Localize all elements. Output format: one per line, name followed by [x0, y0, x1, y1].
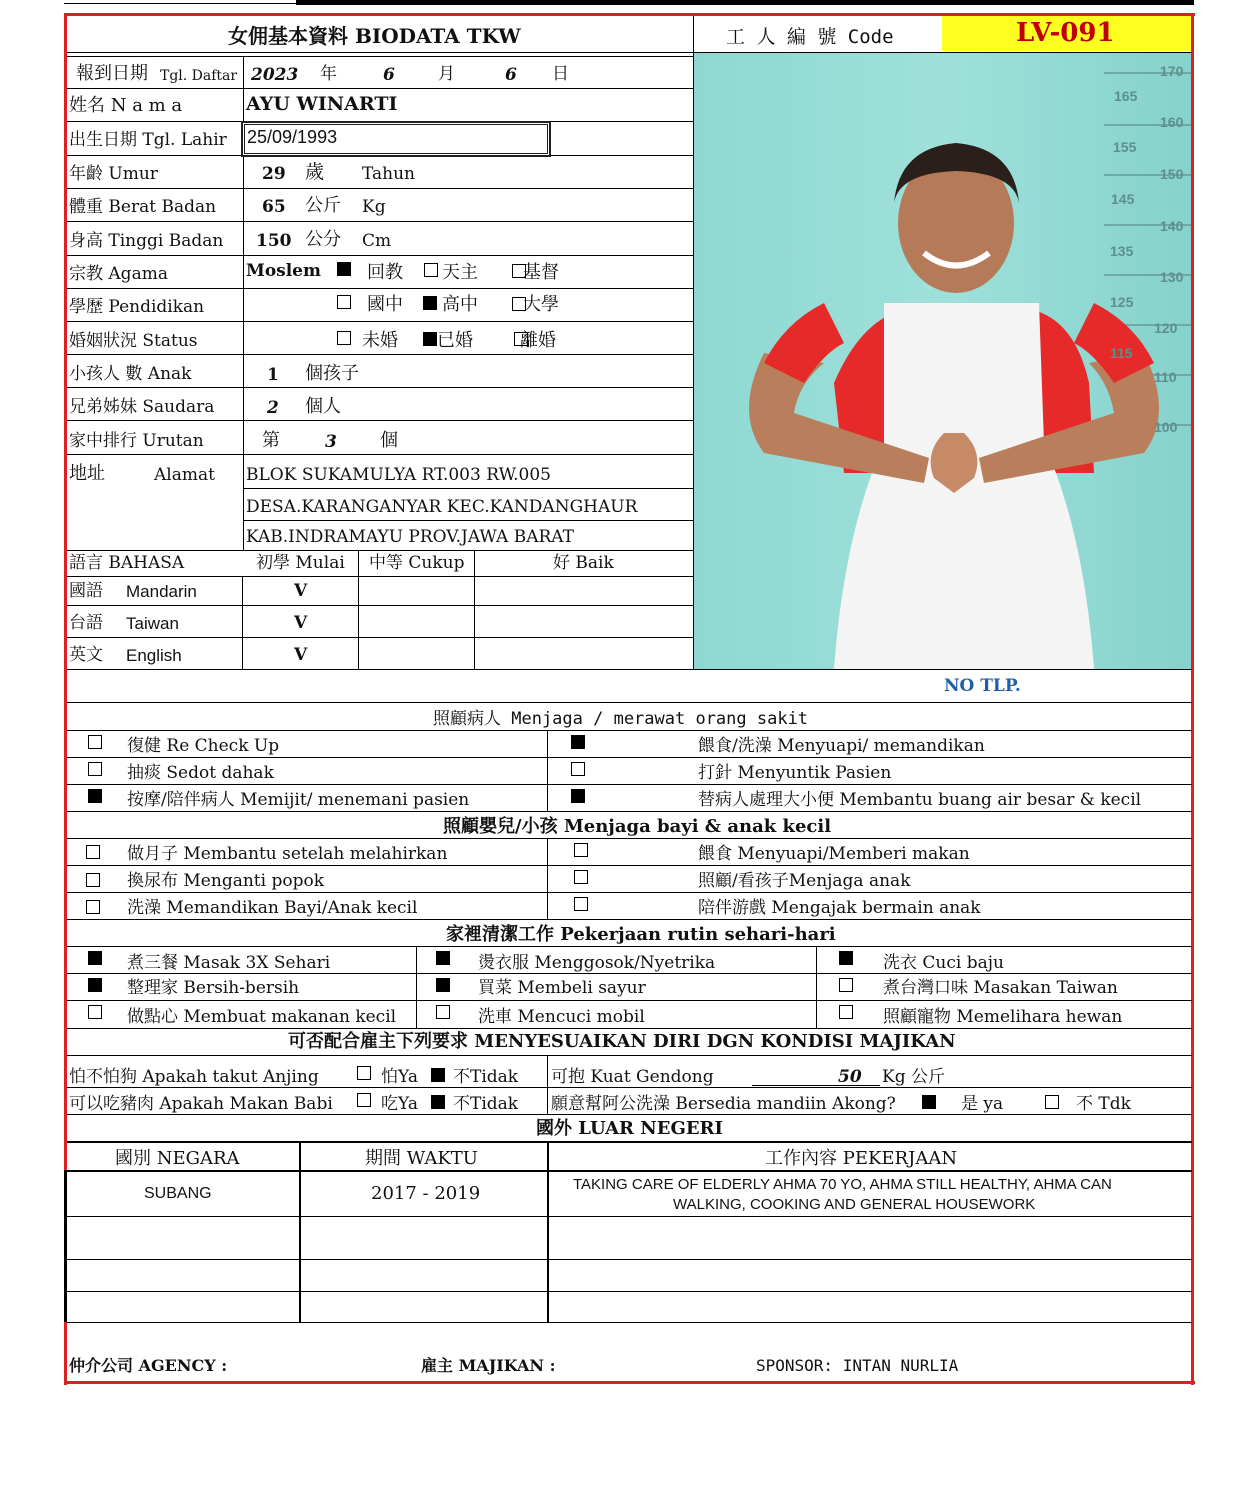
sick-check-6[interactable]	[571, 789, 585, 803]
reg-month: 6	[383, 65, 395, 85]
reg-date-label: 報到日期	[76, 63, 148, 84]
language-label: 語言 BAHASA	[69, 553, 185, 573]
name-label: 姓名 N a m a	[69, 95, 183, 116]
scale-mark-170: 170	[1160, 63, 1184, 79]
address-label: 地址	[69, 463, 105, 484]
children-unit: 個孩子	[305, 363, 359, 384]
house-item-9: 照顧寵物 Memelihara hewan	[883, 1007, 1123, 1027]
code-label: 工 人 編 號 Code	[726, 26, 894, 48]
baby-title: 照顧嬰兒/小孩 Menjaga bayi & anak kecil	[443, 816, 832, 837]
scale-mark-145: 145	[1111, 191, 1135, 207]
baby-item-6: 陪伴游戲 Mengajak bermain anak	[698, 898, 981, 918]
religion-opt-2: 天主	[442, 262, 478, 283]
dog-label: 怕不怕狗 Apakah takut Anjing	[69, 1067, 319, 1087]
religion-opt-3: 基督	[523, 262, 559, 283]
house-item-6: 洗車 Mencuci mobil	[478, 1007, 645, 1027]
height-label: 身高 Tinggi Badan	[69, 231, 224, 251]
lang-row-2-mark: V	[294, 613, 308, 633]
lift-label: 可抱 Kuat Gendong	[551, 1067, 714, 1087]
lang-row-1-en: Mandarin	[126, 582, 197, 601]
baby-check-4[interactable]	[574, 843, 588, 857]
language-col-3: 好 Baik	[553, 553, 614, 573]
worker-code: LV-091	[1016, 18, 1115, 48]
age-value: 29	[262, 164, 286, 184]
status-opt-2: 已婚	[437, 330, 473, 351]
lang-row-3-mark: V	[294, 645, 308, 665]
order-unit: 個	[380, 430, 398, 451]
adapt-title: 可否配合雇主下列要求 MENYESUAIKAN DIRI DGN KONDISI MAJIKAN	[288, 1031, 956, 1052]
worker-photo	[694, 53, 1191, 669]
worker-name: AYU WINARTI	[246, 93, 398, 115]
scale-mark-160: 160	[1160, 114, 1184, 130]
lang-row-2-en: Taiwan	[126, 614, 179, 633]
status-opt-3: 離婚	[520, 330, 556, 351]
address-line-1: BLOK SUKAMULYA RT.003 RW.005	[246, 465, 551, 485]
religion-value: Moslem	[246, 261, 321, 281]
siblings-value: 2	[267, 398, 279, 418]
address-line-2: DESA.KARANGANYAR KEC.KANDANGHAUR	[246, 497, 638, 517]
pork-yes: 吃Ya	[381, 1094, 419, 1114]
status-opt-1: 未婚	[362, 330, 398, 351]
lang-row-3-en: English	[126, 646, 182, 665]
status-check-2[interactable]	[423, 332, 437, 346]
abroad-col-period: 期間 WAKTU	[365, 1148, 478, 1169]
reg-date-sublabel: Tgl. Daftar	[160, 68, 238, 84]
footer-majikan: 雇主 MAJIKAN :	[421, 1356, 556, 1375]
edu-opt-3: 大學	[523, 294, 559, 315]
dog-no-check[interactable]	[431, 1068, 445, 1082]
scale-mark-110: 110	[1154, 369, 1177, 385]
house-check-4[interactable]	[436, 951, 450, 965]
abroad-col-country: 國別 NEGARA	[115, 1148, 240, 1169]
edu-check-1[interactable]	[337, 295, 351, 309]
baby-check-1[interactable]	[86, 845, 100, 859]
house-check-5[interactable]	[436, 978, 450, 992]
children-label: 小孩人 數 Anak	[69, 364, 192, 384]
reg-day-unit: 日	[552, 64, 569, 84]
lang-row-1-mark: V	[294, 581, 308, 601]
house-check-2[interactable]	[88, 978, 102, 992]
dog-yes: 怕Ya	[381, 1067, 419, 1087]
pork-no-check[interactable]	[431, 1095, 445, 1109]
order-value: 3	[325, 432, 337, 452]
address-label-id: Alamat	[154, 465, 215, 485]
pork-label: 可以吃豬肉 Apakah Makan Babi	[69, 1094, 333, 1114]
baby-item-4: 餵食 Menyuapi/Memberi makan	[698, 844, 970, 864]
baby-item-1: 做月子 Membantu setelah melahirkan	[127, 844, 448, 864]
dob-label: 出生日期 Tgl. Lahir	[69, 130, 227, 150]
lang-row-3-zh: 英文	[69, 645, 103, 665]
phone-label: NO TLP.	[944, 676, 1021, 696]
scale-mark-165: 165	[1114, 88, 1138, 104]
weight-label: 體重 Berat Badan	[69, 197, 217, 217]
house-title: 家裡清潔工作 Pekerjaan rutin sehari-hari	[446, 924, 836, 945]
age-unit: 歲	[305, 161, 325, 183]
lift-unit: Kg 公斤	[882, 1067, 945, 1087]
language-col-2: 中等 Cukup	[369, 553, 465, 573]
dog-no: 不Tidak	[453, 1067, 519, 1087]
scale-mark-115: 115	[1110, 345, 1133, 361]
scale-mark-155: 155	[1113, 139, 1137, 155]
children-value: 1	[267, 365, 279, 385]
house-item-5: 買菜 Membeli sayur	[478, 978, 646, 998]
baby-check-3[interactable]	[86, 900, 100, 914]
religion-check-1[interactable]	[337, 262, 351, 276]
house-item-7: 洗衣 Cuci baju	[883, 953, 1004, 973]
baby-item-5: 照顧/看孩子Menjaga anak	[698, 871, 911, 891]
abroad-job-1b: WALKING, COOKING AND GENERAL HOUSEWORK	[673, 1196, 1036, 1213]
pork-yes-check[interactable]	[357, 1093, 371, 1107]
akong-no: 不 Tdk	[1076, 1094, 1131, 1114]
scale-mark-120: 120	[1154, 320, 1178, 336]
sick-check-2[interactable]	[88, 762, 102, 776]
order-label: 家中排行 Urutan	[69, 431, 204, 451]
sick-item-5: 打針 Menyuntik Pasien	[698, 763, 892, 783]
akong-yes: 是 ya	[961, 1094, 1004, 1114]
house-item-8: 煮台灣口味 Masakan Taiwan	[883, 978, 1118, 998]
pork-no: 不Tidak	[453, 1094, 519, 1114]
status-label: 婚姻狀況 Status	[69, 331, 198, 351]
lang-row-1-zh: 國語	[69, 581, 103, 601]
edu-check-2[interactable]	[423, 296, 437, 310]
abroad-col-job: 工作內容 PEKERJAAN	[765, 1148, 958, 1169]
siblings-label: 兄弟姊妹 Saudara	[69, 397, 215, 417]
house-check-6[interactable]	[436, 1005, 450, 1019]
religion-check-2[interactable]	[424, 263, 438, 277]
order-prefix: 第	[262, 430, 280, 451]
house-check-1[interactable]	[88, 951, 102, 965]
language-col-1: 初學 Mulai	[256, 553, 345, 573]
house-check-8[interactable]	[839, 978, 853, 992]
akong-label: 願意幫阿公洗澡 Bersedia mandiin Akong?	[551, 1094, 896, 1114]
sick-check-4[interactable]	[571, 735, 585, 749]
reg-month-unit: 月	[438, 64, 455, 84]
baby-check-5[interactable]	[574, 870, 588, 884]
sick-item-4: 餵食/洗澡 Menyuapi/ memandikan	[698, 736, 985, 756]
reg-day: 6	[505, 65, 517, 85]
abroad-period-1: 2017 - 2019	[371, 1183, 481, 1204]
house-check-9[interactable]	[839, 1005, 853, 1019]
dog-yes-check[interactable]	[357, 1066, 371, 1080]
religion-opt-1: 回教	[367, 262, 403, 283]
house-item-3: 做點心 Membuat makanan kecil	[127, 1007, 397, 1027]
reg-year: 2023	[251, 65, 299, 85]
scale-mark-140: 140	[1160, 218, 1184, 234]
baby-item-3: 洗澡 Memandikan Bayi/Anak kecil	[127, 898, 418, 918]
weight-unit-id: Kg	[362, 197, 386, 217]
sick-check-3[interactable]	[88, 789, 102, 803]
baby-check-6[interactable]	[574, 897, 588, 911]
baby-item-2: 換尿布 Menganti popok	[127, 871, 324, 891]
dob-value: 25/09/1993	[247, 127, 338, 147]
sick-item-6: 替病人處理大小便 Membantu buang air besar & kecil	[698, 790, 1142, 810]
lang-row-2-zh: 台語	[69, 613, 103, 633]
house-item-2: 整理家 Bersih-bersih	[127, 978, 300, 998]
sick-item-1: 復健 Re Check Up	[127, 736, 280, 756]
scale-mark-150: 150	[1160, 166, 1184, 182]
age-unit-id: Tahun	[362, 164, 416, 184]
baby-check-2[interactable]	[86, 873, 100, 887]
akong-yes-check[interactable]	[922, 1095, 936, 1109]
abroad-country-1: SUBANG	[144, 1185, 212, 1202]
weight-unit: 公斤	[305, 195, 341, 216]
edu-label: 學歷 Pendidikan	[69, 297, 205, 317]
status-check-1[interactable]	[337, 331, 351, 345]
sick-check-5[interactable]	[571, 762, 585, 776]
height-value: 150	[256, 231, 292, 251]
akong-no-check[interactable]	[1045, 1095, 1059, 1109]
sick-check-1[interactable]	[88, 735, 102, 749]
scale-mark-125: 125	[1110, 294, 1134, 310]
age-label: 年齡 Umur	[69, 164, 158, 184]
house-check-3[interactable]	[88, 1005, 102, 1019]
footer-sponsor: SPONSOR: INTAN NURLIA	[756, 1356, 959, 1375]
scale-mark-100: 100	[1154, 419, 1178, 435]
edu-opt-1: 國中	[367, 294, 403, 315]
sick-item-2: 抽痰 Sedot dahak	[127, 763, 274, 783]
address-line-3: KAB.INDRAMAYU PROV.JAWA BARAT	[246, 527, 574, 547]
house-item-1: 煮三餐 Masak 3X Sehari	[127, 953, 331, 973]
religion-label: 宗教 Agama	[69, 264, 168, 284]
footer-agency: 仲介公司 AGENCY :	[69, 1356, 228, 1375]
height-unit: 公分	[305, 229, 341, 250]
edu-opt-2: 高中	[442, 294, 478, 315]
sick-item-3: 按摩/陪伴病人 Memijit/ menemani pasien	[127, 790, 470, 810]
reg-year-unit: 年	[320, 64, 337, 84]
abroad-title: 國外 LUAR NEGERI	[536, 1118, 723, 1139]
siblings-unit: 個人	[305, 396, 341, 417]
house-check-7[interactable]	[839, 951, 853, 965]
scale-mark-130: 130	[1160, 269, 1184, 285]
height-unit-id: Cm	[362, 231, 392, 251]
sick-title: 照顧病人 Menjaga / merawat orang sakit	[433, 709, 809, 729]
abroad-job-1a: TAKING CARE OF ELDERLY AHMA 70 YO, AHMA STILL HEALTHY, AHMA CAN	[573, 1176, 1112, 1193]
house-item-4: 燙衣服 Menggosok/Nyetrika	[478, 953, 716, 973]
lift-value: 50	[838, 1067, 862, 1087]
weight-value: 65	[262, 197, 286, 217]
form-title: 女佣基本資料 BIODATA TKW	[228, 24, 521, 48]
scale-mark-135: 135	[1110, 243, 1134, 259]
